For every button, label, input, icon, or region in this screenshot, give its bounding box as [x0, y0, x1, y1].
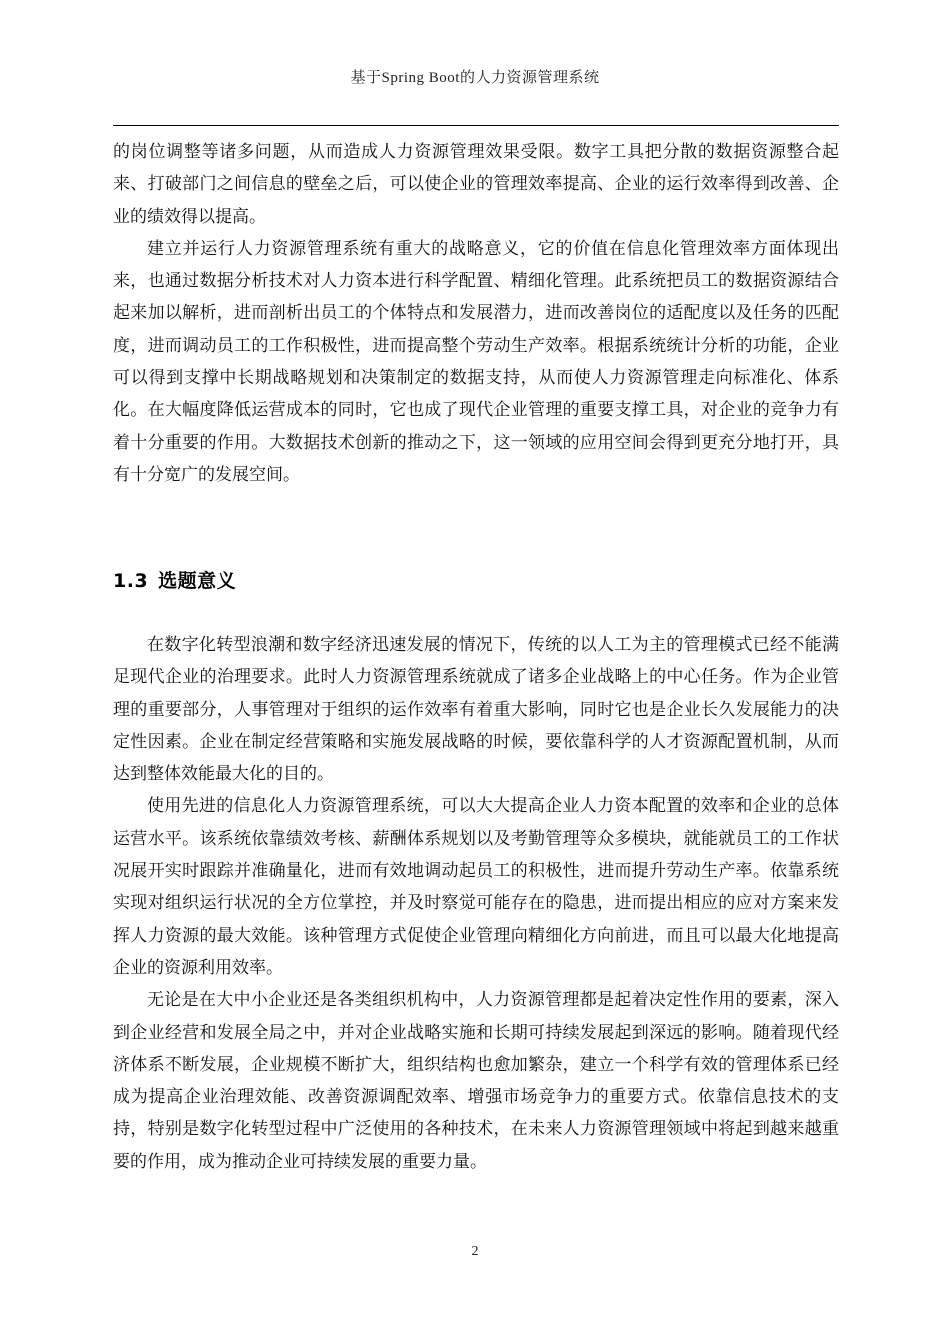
section-title: 选题意义 — [158, 570, 237, 592]
page-number: 2 — [471, 1244, 479, 1259]
section-number: 1.3 — [113, 570, 149, 592]
paragraph-digital-transformation: 在数字化转型浪潮和数字经济迅速发展的情况下，传统的以人工为主的管理模式已经不能满足现代企业的治理要求。此时人力资源管理系统就成了诸多企业战略上的中心任务。作为企业管理的重要部分，人事管理对于组织的运作效率有着重大影响，同时它也是企业长久发展能力的决定性因素。企业在制定经营策略和实施发展战略的时候，要依靠科学的人才资源配置机制，从而达到整体效能最大化的目的。 — [113, 635, 839, 785]
paragraph-strategic-significance: 建立并运行人力资源管理系统有重大的战略意义，它的价值在信息化管理效率方面体现出来，也通过数据分析技术对人力资本进行科学配置、精细化管理。此系统把员工的数据资源结合起来加以解析，进而剖析出员工的个体特点和发展潜力，进而改善岗位的适配度以及任务的匹配度，进而调动员工的工作积极性，进而提高整个劳动生产效率。根据系统统计分析的功能，企业可以得到支撑中长期战略规划和决策制定的数据支持，从而使人力资源管理走向标准化、体系化。在大幅度降低运营成本的同时，它也成了现代企业管理的重要支撑工具，对企业的竞争力有着十分重要的作用。大数据技术创新的推动之下，这一领域的应用空间会得到更充分地打开，具有十分宽广的发展空间。 — [113, 238, 839, 485]
paragraph-organization-role: 无论是在大中小企业还是各类组织机构中，人力资源管理都是起着决定性作用的要素，深入到企业经营和发展全局之中，并对企业战略实施和长期可持续发展起到深远的影响。随着现代经济体系不断发展，企业规模不断扩大，组织结构也愈加繁杂，建立一个科学有效的管理体系已经成为提高企业治理效能、改善资源调配效率、增强市场竞争力的重要方式。依靠信息技术的支持，特别是数字化转型过程中广泛使用的各种技术，在未来人力资源管理领域中将起到越来越重要的作用，成为推动企业可持续发展的重要力量。 — [113, 990, 839, 1172]
running-header: 基于Spring Boot的人力资源管理系统 — [350, 70, 600, 86]
body-text-block-2 — [113, 629, 839, 1178]
continuation-paragraph: 的岗位调整等诸多问题，从而造成人力资源管理效果受限。数字工具把分散的数据资源整合起来、打破部门之间信息的壁垒之后，可以使企业的管理效率提高、企业的运行效率得到改善、企业的绩效得以提高。 — [113, 142, 839, 227]
section-heading — [113, 566, 236, 593]
paragraph-information-system: 使用先进的信息化人力资源管理系统，可以大大提高企业人力资本配置的效率和企业的总体运营水平。该系统依靠绩效考核、薪酬体系规划以及考勤管理等众多模块，就能就员工的工作状况展开实时跟踪并准确量化，进而有效地调动起员工的积极性，进而提升劳动生产率。依靠系统实现对组织运行状况的全方位掌控，并及时察觉可能存在的隐患，进而提出相应的应对方案来发挥人力资源的最大效能。该种管理方式促使企业管理向精细化方向前进，而且可以最大化地提高企业的资源利用效率。 — [113, 796, 839, 978]
header-rule — [113, 125, 839, 126]
body-text-block-1 — [113, 136, 839, 491]
